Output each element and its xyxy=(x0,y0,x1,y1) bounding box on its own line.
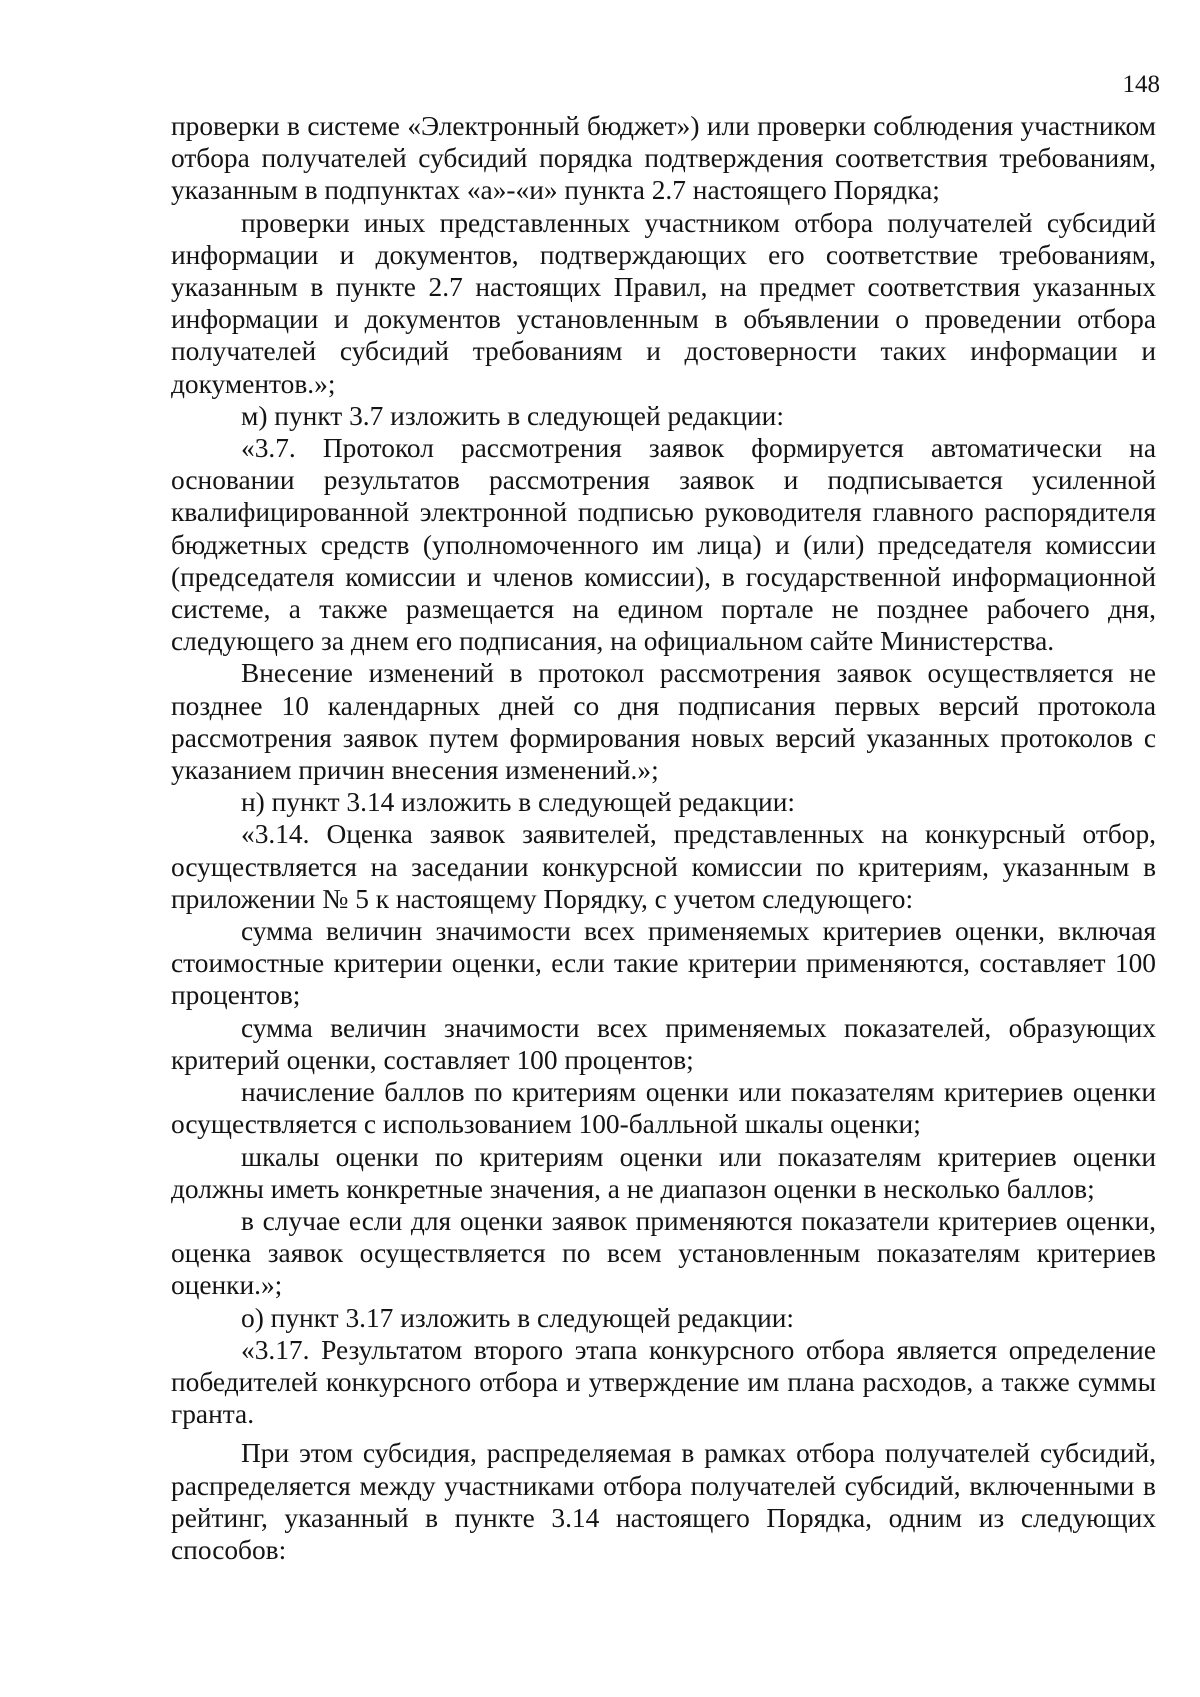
paragraph: в случае если для оценки заявок применяются показатели критериев оценки, оценка заявок осуществляется по всем установленным показателям критериев оценки.»; xyxy=(171,1205,1156,1301)
paragraph: При этом субсидия, распределяемая в рамках отбора получателей субсидий, распределяется между участниками отбора получателей субсидий, включенными в рейтинг, указанный в пункте 3.14 настоящего Порядка, одним из следующих способов: xyxy=(171,1438,1156,1565)
paragraph: проверки иных представленных участником отбора получателей субсидий информации и документов, подтверждающих его соответствие требованиям, указанным в пункте 2.7 настоящих Правил, на предмет соответствия указанных информации и документов установленным в объявлении о проведении отбора получателей субсидий требованиям и достоверности таких информации и документов.»; xyxy=(171,207,1156,399)
paragraph: шкалы оценки по критериям оценки или показателям критериев оценки должны иметь конкретные значения, а не диапазон оценки в несколько баллов; xyxy=(171,1141,1156,1204)
paragraph: н) пункт 3.14 изложить в следующей редакции: xyxy=(241,787,795,818)
paragraph: о) пункт 3.17 изложить в следующей редакции: xyxy=(241,1302,795,1333)
paragraph: сумма величин значимости всех применяемых критериев оценки, включая стоимостные критерии оценки, если такие критерии применяются, составляет 100 процентов; xyxy=(171,916,1156,1011)
paragraph: «3.14. Оценка заявок заявителей, представленных на конкурсный отбор, осуществляется на заседании конкурсной комиссии по критериям, указанным в приложении № 5 к настоящему Порядку, с учетом следующего: xyxy=(171,819,1156,914)
paragraph: м) пункт 3.7 изложить в следующей редакции: xyxy=(241,400,784,431)
paragraph: «3.7. Протокол рассмотрения заявок формируется автоматически на основании результатов рассмотрения заявок и подписывается усиленной квалифицированной электронной подписью руководителя главного распорядителя бюджетных средств (уполномоченного им лица) и (или) председателя комиссии (председателя комиссии и членов комиссии), в государственной информационной системе, а также размещается на едином портале не позднее рабочего дня, следующего за днем его подписания, на официальном сайте Министерства. xyxy=(171,433,1156,657)
page-number: 148 xyxy=(1122,71,1160,98)
paragraph: Внесение изменений в протокол рассмотрения заявок осуществляется не позднее 10 календарных дней со дня подписания первых версий протокола рассмотрения заявок путем формирования новых версий указанных протоколов с указанием причин внесения изменений.»; xyxy=(171,658,1156,786)
paragraph: «3.17. Результатом второго этапа конкурсного отбора является определение победителей конкурсного отбора и утверждение им плана расходов, а также суммы гранта. xyxy=(171,1334,1156,1430)
document-body xyxy=(171,110,1156,1566)
paragraph: сумма величин значимости всех применяемых показателей, образующих критерий оценки, составляет 100 процентов; xyxy=(171,1012,1156,1075)
paragraph: начисление баллов по критериям оценки или показателям критериев оценки осуществляется с использованием 100-балльной шкалы оценки; xyxy=(171,1077,1156,1140)
paragraph: проверки в системе «Электронный бюджет») или проверки соблюдения участником отбора получателей субсидий порядка подтверждения соответствия требованиям, указанным в подпунктах «а»-«и» пункта 2.7 настоящего Порядка; xyxy=(171,111,1156,206)
